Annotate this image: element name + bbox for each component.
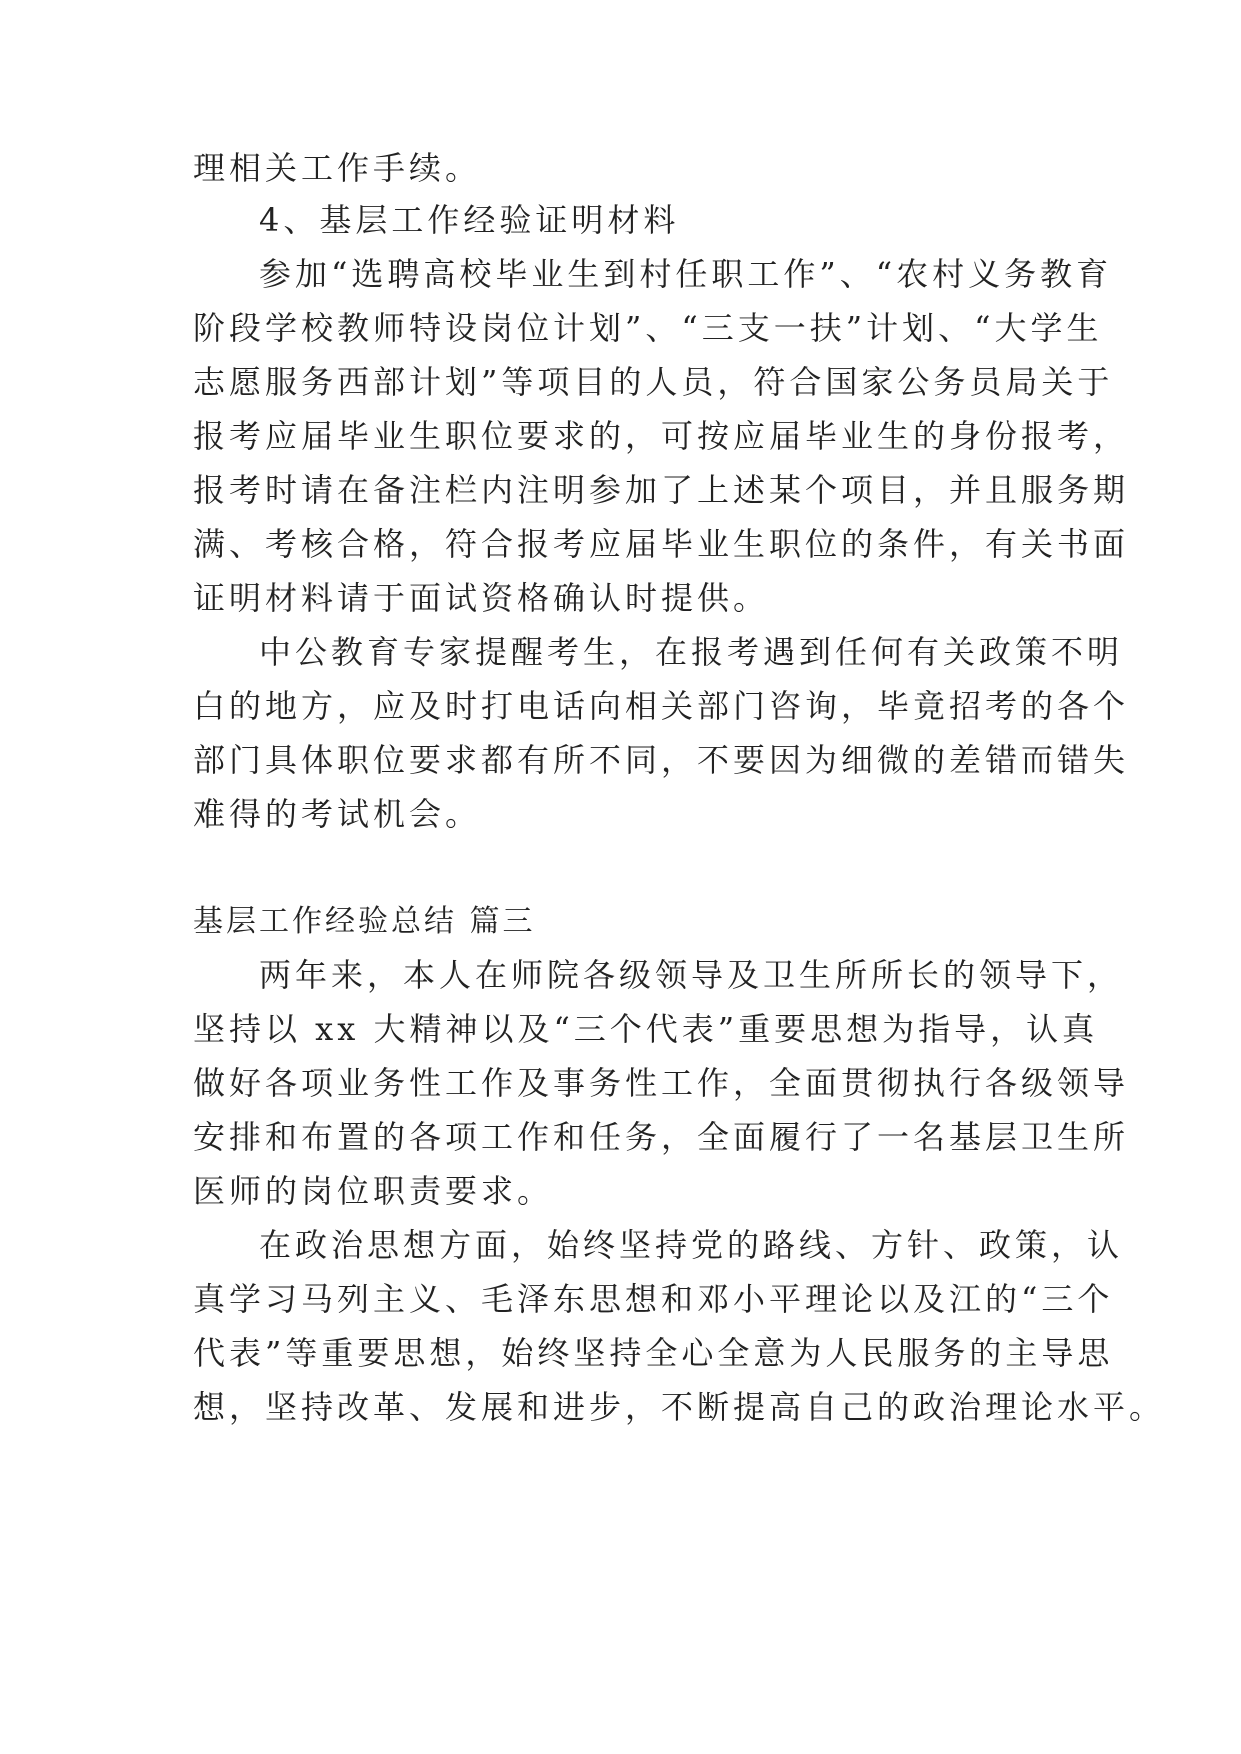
- paragraph-line: 想，坚持改革、发展和进步，不断提高自己的政治理论水平。: [193, 1388, 1166, 1426]
- paragraph-line: 志愿服务西部计划”等项目的人员，符合国家公务员局关于: [193, 363, 1114, 401]
- section-heading: 基层工作经验总结 篇三: [193, 904, 536, 939]
- paragraph-line: 安排和布置的各项工作和任务，全面履行了一名基层卫生所: [193, 1118, 1130, 1156]
- intro-line: 理相关工作手续。: [193, 149, 482, 187]
- item4-title: 4、基层工作经验证明材料: [259, 201, 680, 239]
- paragraph-line: 报考应届毕业生职位要求的，可按应届毕业生的身份报考，: [193, 417, 1130, 455]
- paragraph-line: 在政治思想方面，始终坚持党的路线、方针、政策，认: [259, 1226, 1124, 1264]
- paragraph-line: 中公教育专家提醒考生，在报考遇到任何有关政策不明: [259, 633, 1124, 671]
- paragraph-line: 代表”等重要思想，始终坚持全心全意为人民服务的主导思: [193, 1334, 1114, 1372]
- paragraph-line: 坚持以 xx 大精神以及“三个代表”重要思想为指导，认真: [193, 1010, 1099, 1048]
- paragraph-line: 医师的岗位职责要求。: [193, 1172, 554, 1210]
- paragraph-line: 难得的考试机会。: [193, 795, 482, 833]
- paragraph-line: 部门具体职位要求都有所不同，不要因为细微的差错而错失: [193, 741, 1130, 779]
- paragraph-line: 满、考核合格，符合报考应届毕业生职位的条件，有关书面: [193, 525, 1130, 563]
- paragraph-line: 做好各项业务性工作及事务性工作，全面贯彻执行各级领导: [193, 1064, 1130, 1102]
- paragraph-line: 参加“选聘高校毕业生到村任职工作”、“农村义务教育: [259, 255, 1113, 293]
- paragraph-line: 两年来，本人在师院各级领导及卫生所所长的领导下，: [259, 956, 1124, 994]
- paragraph-line: 白的地方，应及时打电话向相关部门咨询，毕竟招考的各个: [193, 687, 1130, 725]
- paragraph-line: 报考时请在备注栏内注明参加了上述某个项目，并且服务期: [193, 471, 1130, 509]
- paragraph-line: 证明材料请于面试资格确认时提供。: [193, 579, 770, 617]
- paragraph-line: 真学习马列主义、毛泽东思想和邓小平理论以及江的“三个: [193, 1280, 1114, 1318]
- paragraph-line: 阶段学校教师特设岗位计划”、“三支一扶”计划、“大学生: [193, 309, 1103, 347]
